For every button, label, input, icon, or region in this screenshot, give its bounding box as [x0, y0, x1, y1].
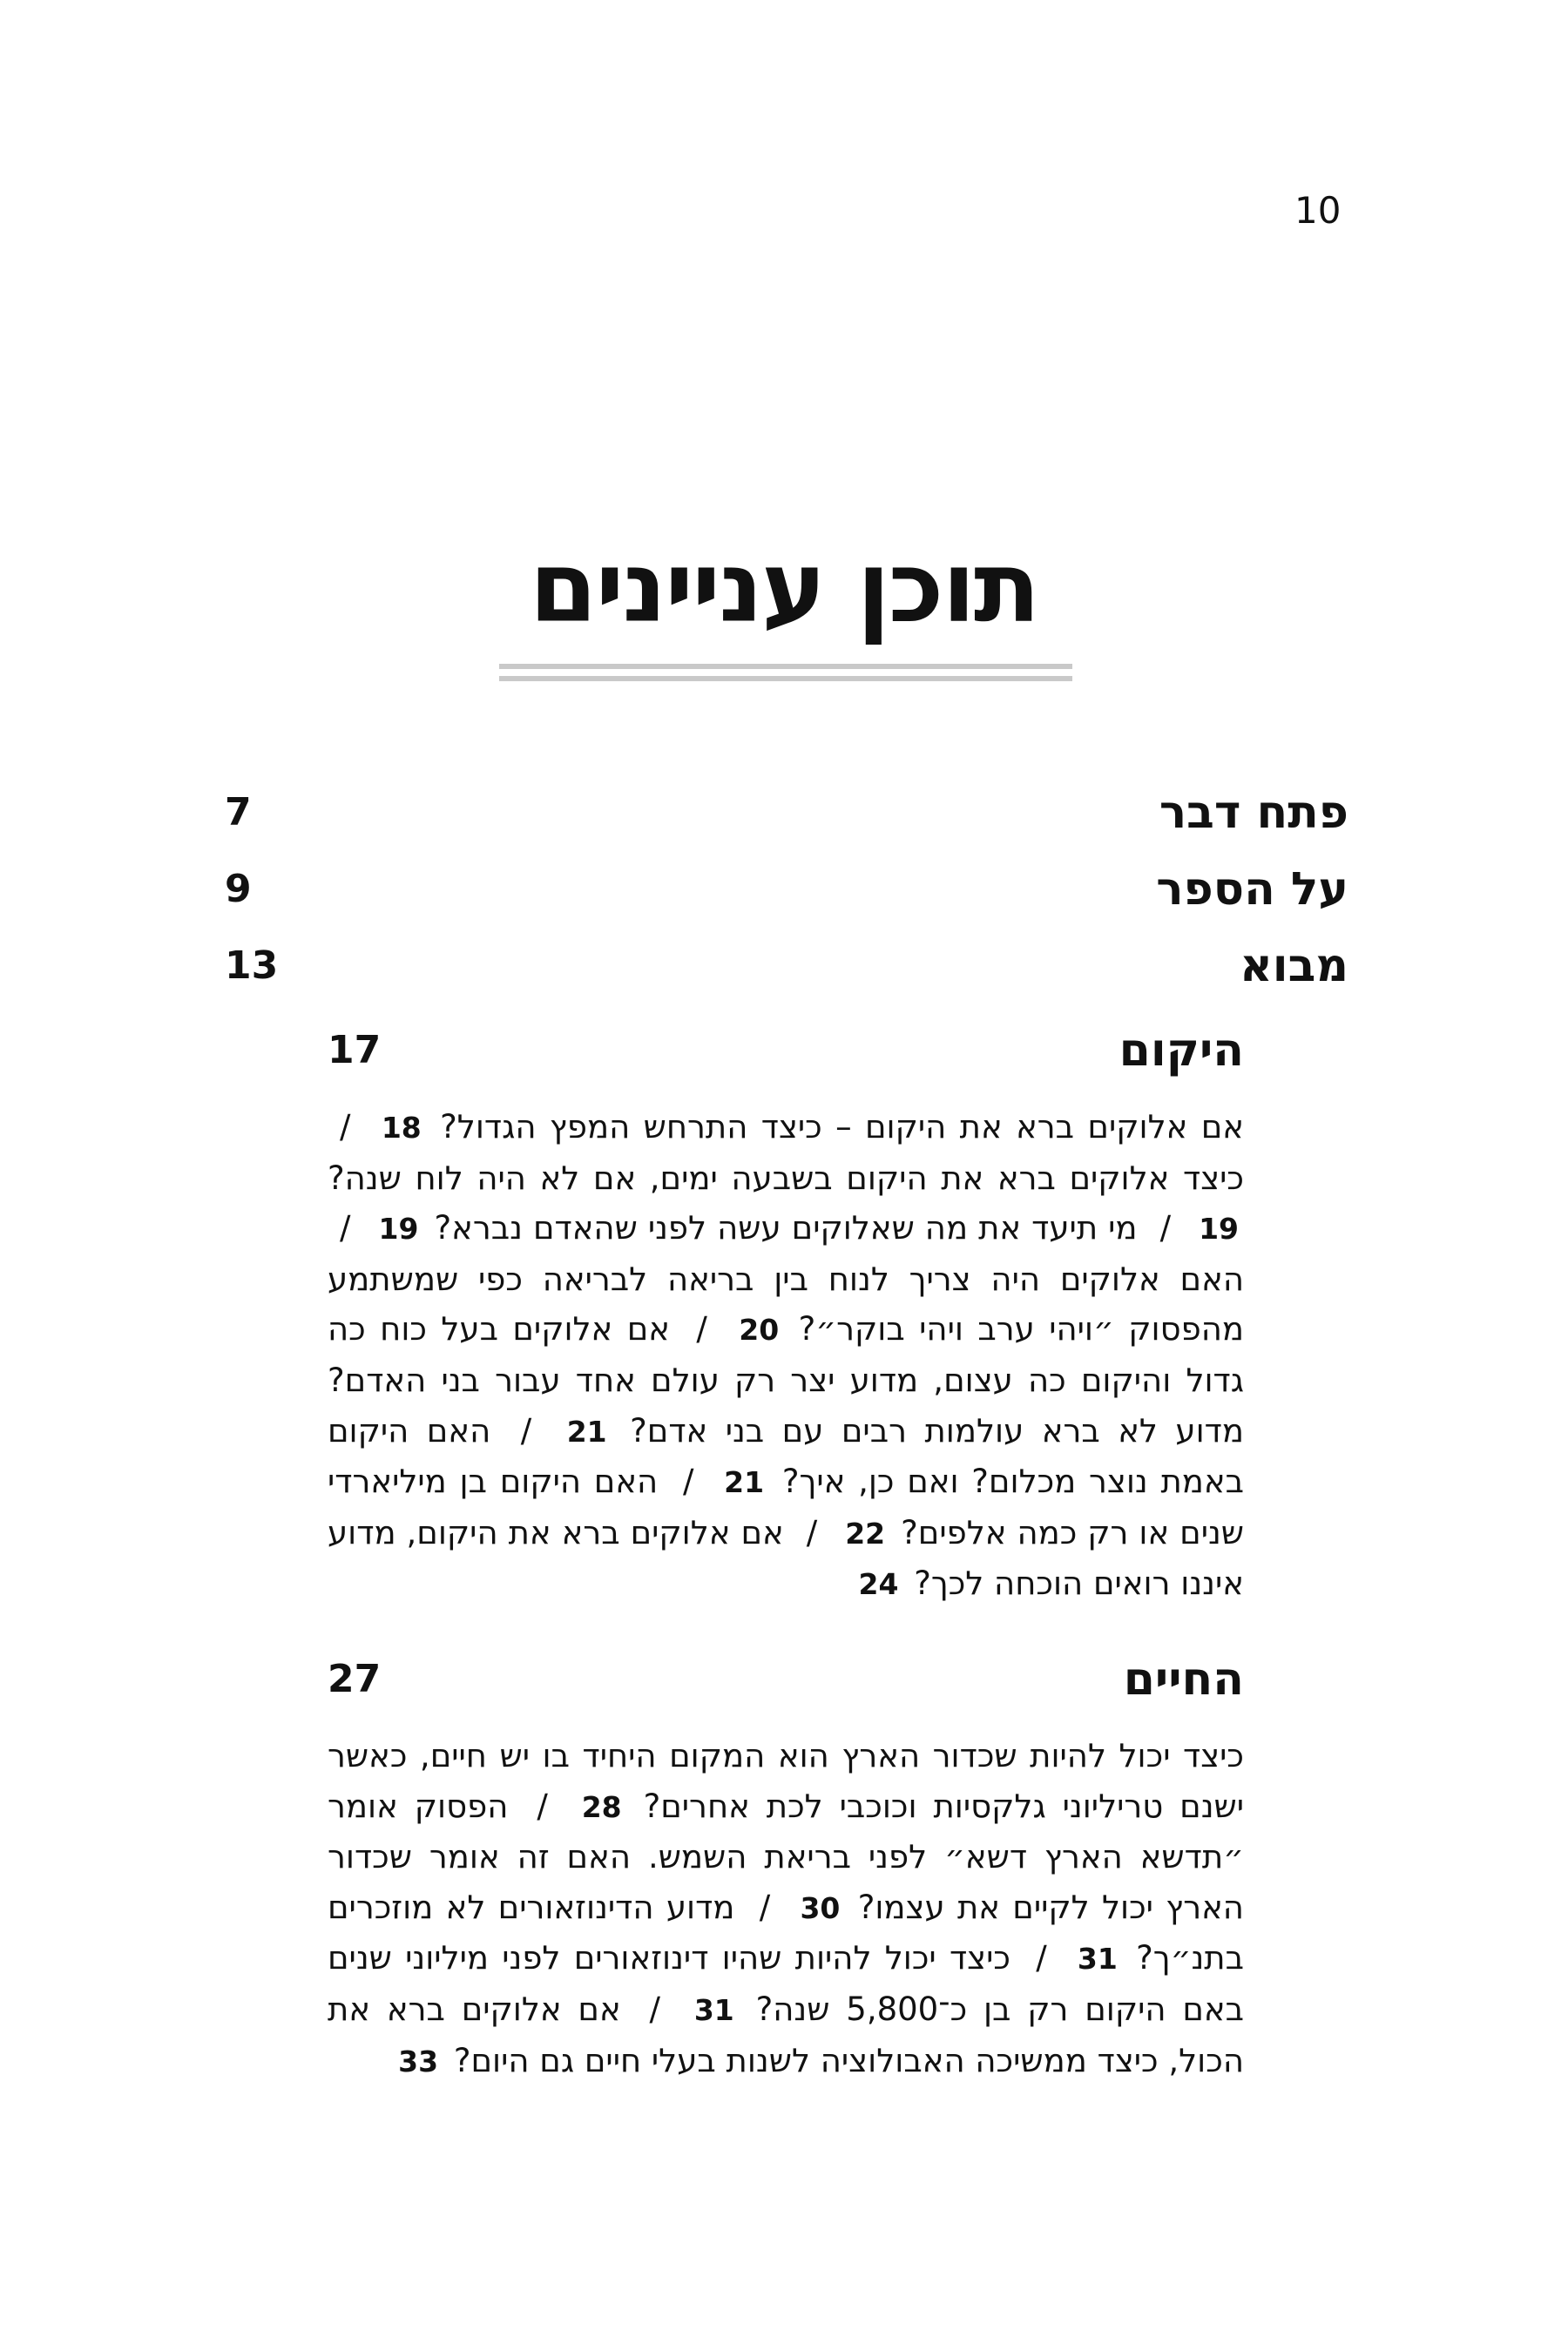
- entry-separator: /: [1036, 1939, 1047, 1977]
- page-title: תוכן עניינים: [529, 531, 1039, 645]
- page-number: 10: [1294, 189, 1342, 232]
- toc-section-universe: [328, 1020, 1244, 1610]
- entry-text[interactable]: אם אלוקים בעל כוח כה גדול והיקום כה עצום, מדוע יצר רק עולם אחד עבור בני האדם? מדוע לא ברא עולמות רבים עם בני אדם?: [328, 1310, 1245, 1450]
- entry-separator: /: [340, 1108, 351, 1146]
- entry-page: 31: [1077, 1942, 1118, 1977]
- section-heading[interactable]: [328, 1649, 1244, 1710]
- entry-page: 24: [858, 1567, 899, 1602]
- entry-text[interactable]: האם היקום באמת נוצר מכלום? ואם כן, איך?: [328, 1411, 1245, 1501]
- entry-page: 20: [739, 1313, 780, 1348]
- section-title: החיים: [1123, 1653, 1244, 1706]
- toc-section-life: [328, 1649, 1244, 2086]
- entry-separator: /: [696, 1310, 707, 1348]
- toc-entry-label: פתח דבר: [1159, 787, 1348, 839]
- title-underline-bottom: [499, 676, 1072, 681]
- entry-page: 22: [845, 1516, 886, 1551]
- section-page: 17: [328, 1028, 382, 1072]
- toc-entry-page: 13: [225, 943, 279, 988]
- entry-text[interactable]: כיצד יכול להיות שהיו דינוזאורים לפני מיליוני שנים באם היקום רק בן כ־5,800 שנה?: [328, 1939, 1245, 2028]
- entry-text[interactable]: הפסוק אומר ״תדשא הארץ דשא״ לפני בריאת השמש. האם זה אומר שכדור הארץ יכול לקיים את עצמו?: [328, 1787, 1244, 1926]
- entry-separator: /: [1159, 1209, 1172, 1247]
- title-underline-top: [499, 664, 1072, 669]
- entry-page: 19: [1199, 1212, 1240, 1247]
- toc-entry-introduction[interactable]: [225, 931, 1348, 1001]
- entry-text[interactable]: מי תיעד את מה שאלוקים עשה לפני שהאדם נברא?: [434, 1209, 1138, 1247]
- entry-separator: /: [806, 1513, 818, 1551]
- entry-page: 21: [566, 1414, 607, 1449]
- toc-entry-foreword[interactable]: [225, 778, 1348, 848]
- section-entries: [328, 1102, 1244, 1610]
- entry-page: 30: [800, 1890, 841, 1925]
- entry-separator: /: [520, 1411, 532, 1450]
- entry-page: 28: [581, 1789, 622, 1824]
- entry-text[interactable]: האם היקום בן מיליארדי שנים או רק כמה אלפים?: [328, 1463, 1245, 1551]
- section-title: היקום: [1119, 1024, 1244, 1077]
- entry-separator: /: [649, 1990, 661, 2028]
- entry-text[interactable]: כיצד יכול להיות שכדור הארץ הוא המקום היחיד בו יש חיים, כאשר ישנם טריליוני גלקסיות וכוכבי לכת אחרים?: [328, 1737, 1245, 1825]
- section-page: 27: [328, 1657, 382, 1701]
- entry-text[interactable]: האם אלוקים היה צריך לנוח בין בריאה לבריאה כפי שמשתמע מהפסוק ״ויהי ערב ויהי בוקר״?: [328, 1260, 1245, 1348]
- entry-page: 18: [381, 1111, 422, 1145]
- section-heading[interactable]: [328, 1020, 1244, 1081]
- entry-text[interactable]: אם אלוקים ברא את היקום – כיצד התרחש המפץ הגדול?: [440, 1108, 1245, 1146]
- entry-separator: /: [759, 1888, 771, 1926]
- entry-text[interactable]: מדוע הדינוזאורים לא מוזכרים בתנ״ך?: [328, 1888, 1244, 1977]
- section-entries: [328, 1731, 1244, 2086]
- entry-text[interactable]: אם אלוקים ברא את היקום, מדוע איננו רואים הוכחה לכך?: [328, 1513, 1244, 1603]
- toc-entry-label: על הספר: [1156, 863, 1348, 916]
- entry-separator: /: [682, 1463, 694, 1501]
- entry-text[interactable]: אם אלוקים ברא את הכול, כיצד ממשיכה האבולוציה לשנות בעלי חיים גם היום?: [328, 1990, 1244, 2079]
- entry-separator: /: [340, 1209, 351, 1247]
- entry-separator: /: [537, 1787, 548, 1825]
- entry-text[interactable]: כיצד אלוקים ברא את היקום בשבעה ימים, אם לא היה לוח שנה?: [328, 1159, 1244, 1197]
- entry-page: 21: [724, 1465, 765, 1500]
- entry-page: 31: [693, 1992, 734, 2027]
- toc-entry-label: מבוא: [1239, 940, 1348, 992]
- toc-entry-page: 9: [225, 867, 252, 911]
- toc-entry-about-book[interactable]: [225, 855, 1348, 924]
- entry-page: 19: [378, 1212, 419, 1247]
- toc-entry-page: 7: [225, 790, 252, 835]
- entry-page: 33: [398, 2044, 439, 2078]
